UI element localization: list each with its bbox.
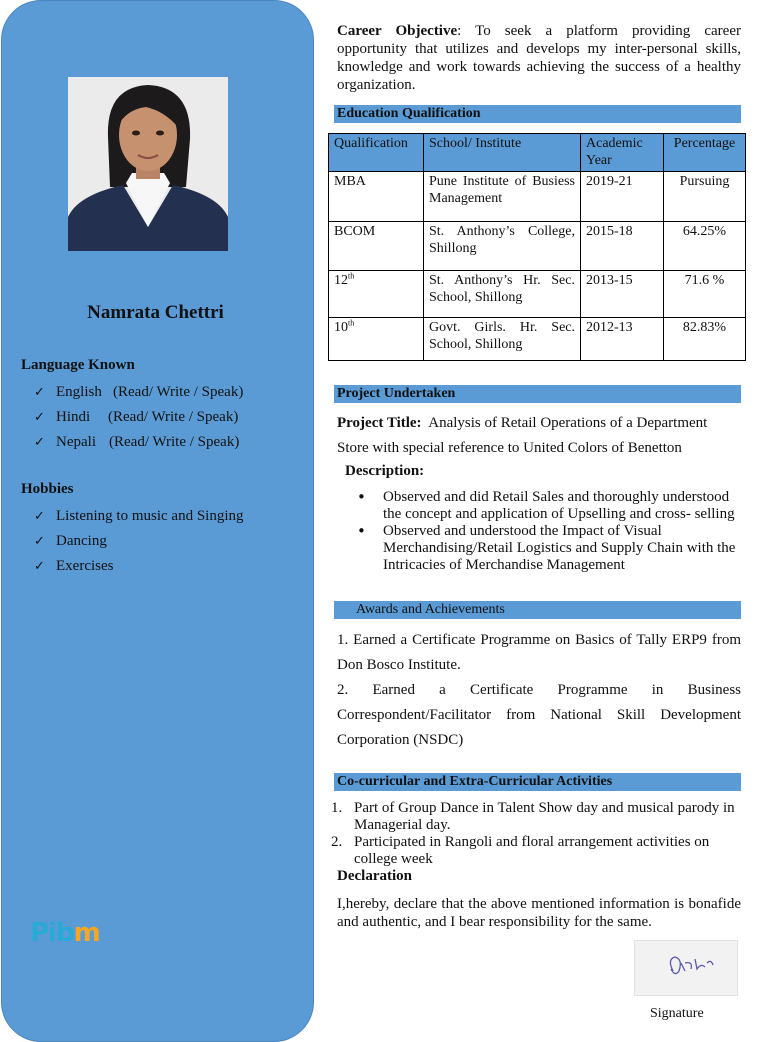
cocurricular-heading: Co-curricular and Extra-Curricular Activities (334, 773, 741, 791)
declaration-heading: Declaration (337, 868, 412, 884)
table-row: MBA Pune Institute of Busiess Management 2019-21 Pursuing (329, 172, 746, 222)
table-row: 12th St. Anthony’s Hr. Sec. School, Shillong 2013-15 71.6 % (329, 271, 746, 318)
signature-label: Signature (650, 1006, 704, 1021)
check-icon: ✓ (34, 534, 45, 549)
description-bullets (383, 489, 741, 574)
check-icon: ✓ (34, 435, 45, 450)
check-icon: ✓ (34, 410, 45, 425)
awards-heading: Awards and Achievements (334, 601, 741, 619)
education-heading: Education Qualification (334, 105, 741, 123)
awards-list (337, 628, 741, 753)
check-icon: ✓ (34, 559, 45, 574)
signature-image (634, 940, 738, 996)
hobby-item: ✓ Dancing (34, 529, 244, 554)
languages-list (34, 380, 243, 455)
declaration-text: I,hereby, declare that the above mentioned information is bonafide and authentic, and I bear responsibility for the same. (337, 896, 741, 930)
candidate-name: Namrata Chettri (87, 302, 224, 323)
language-item: ✓ Hindi (Read/ Write / Speak) (34, 405, 243, 430)
career-objective: Career Objective: To seek a platform providing career opportunity that utilizes and develops my inter-personal skills, knowledge and work towards achieving the success of a healthy organization. (337, 23, 741, 93)
check-icon: ✓ (34, 509, 45, 524)
list-item: • Observed and did Retail Sales and thoroughly understood the concept and application of Upselling and cross- selling (383, 489, 741, 523)
project-title: Project Title: Analysis of Retail Operations of a Department Store with special reference to United Colors of Benetton (337, 415, 708, 456)
table-header-row: Qualification School/ Institute Academic Year Percentage (329, 134, 746, 172)
profile-photo (68, 77, 228, 251)
languages-heading: Language Known (21, 357, 135, 373)
list-item: 2. Earned a Certificate Programme in Business Correspondent/Facilitator from National Skill Development Corporation (NSDC) (337, 682, 741, 748)
pibm-logo: Pibm (30, 918, 100, 948)
language-item: ✓ Nepali (Read/ Write / Speak) (34, 430, 243, 455)
list-item: 1. Earned a Certificate Programme on Basics of Tally ERP9 from Don Bosco Institute. (337, 632, 741, 673)
list-item: 1. Part of Group Dance in Talent Show day and musical parody in Managerial day. (331, 800, 735, 833)
table-row: BCOM St. Anthony’s College, Shillong 2015-18 64.25% (329, 222, 746, 271)
list-item: • Observed and understood the Impact of Visual Merchandising/Retail Logistics and Supply Chain with the Intricacies of Merchandise Management (383, 523, 741, 574)
hobby-item: ✓ Exercises (34, 554, 244, 579)
hobby-item: ✓ Listening to music and Singing (34, 504, 244, 529)
check-icon: ✓ (34, 385, 45, 400)
list-item: 2. Participated in Rangoli and floral arrangement activities on college week (331, 834, 710, 867)
table-row: 10th Govt. Girls. Hr. Sec. School, Shillong 2012-13 82.83% (329, 318, 746, 361)
project-heading: Project Undertaken (334, 385, 741, 403)
hobbies-heading: Hobbies (21, 481, 74, 497)
education-table (328, 133, 746, 361)
description-heading: Description: (345, 463, 425, 479)
language-item: ✓ English (Read/ Write / Speak) (34, 380, 243, 405)
hobbies-list (34, 504, 244, 579)
cocurricular-list (331, 800, 740, 868)
